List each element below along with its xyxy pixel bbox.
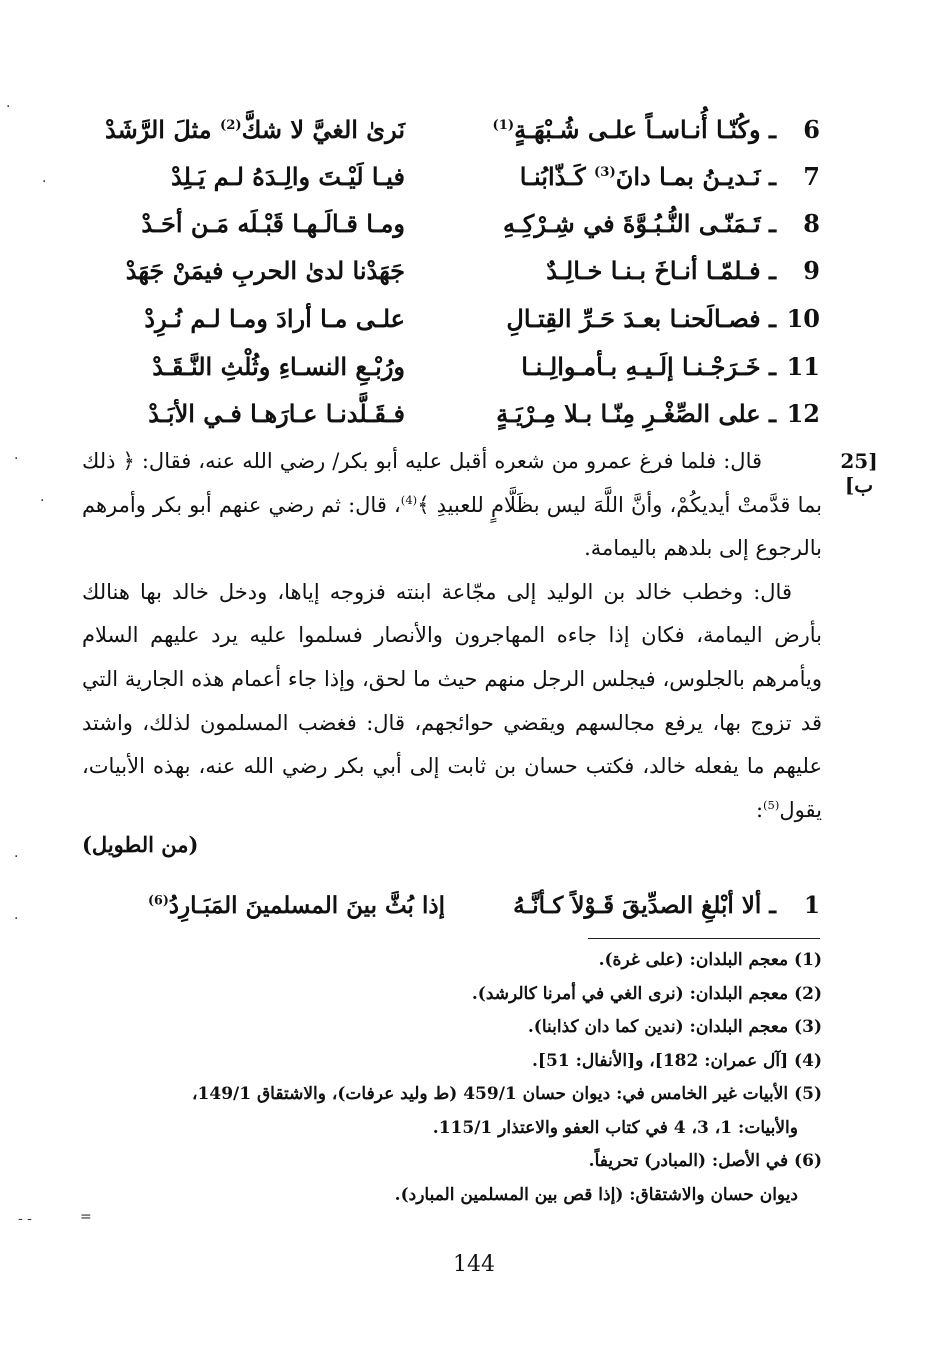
verse-line xyxy=(85,108,820,152)
verse-number: 8 xyxy=(803,209,820,238)
poetic-meter-label: (من الطويل) xyxy=(82,832,199,857)
verse-first-hemistich: 11ـ خَـرَجْـنـا إلَـيـهِ بـأمـوالِـنـا xyxy=(420,345,820,389)
verse-first-hemistich: 12ـ على الصِّغْـرِ مِنّـا بـلا مِـرْيَـةٍ xyxy=(420,392,820,436)
verse-second-hemistich: علـى مـا أرادَ ومـا لـم نُـرِدْ xyxy=(144,304,405,333)
verse-number: 1 xyxy=(803,892,820,919)
footnote-ref[interactable]: (4) xyxy=(400,492,418,507)
verse-number: 12 xyxy=(786,399,820,428)
paragraph-1: قال: فلما فرغ عمرو من شعره أقبل عليه أبو بكر/ رضي الله عنه، فقال: ﴿ ذلك بما قدَّمتْ أيديكُمْ، وأنَّ اللَّهَ ليس بظَلَّامٍ للعبيدِ ﴾$^{(4)}$، قال: ثم رضي عنهم أبو بكر وأمرهم بالرجوع إلى بلدهم باليمامة. xyxy=(82,449,822,561)
verse-first-hemistich: 7ـ نَـديـنُ بمـا دانَ$^{(3)}$ كَـذّابُنـا xyxy=(420,155,820,199)
scan-speck: = xyxy=(80,1209,92,1225)
verse-line xyxy=(85,884,820,928)
verse-second-hemistich: فـقَـلَّدنـا عـارَهـا فـي الأبَـدْ xyxy=(148,399,405,428)
verse-line xyxy=(85,392,820,436)
verse-number: 6 xyxy=(803,115,820,144)
verse-second-hemistich: نَرىٰ الغيَّ لا شكَّ$^{(2)}$ مثلَ الرَّشَدْ xyxy=(105,115,405,144)
manuscript-folio-marker: [25 ب] xyxy=(840,449,878,497)
footnote: (1) معجم البلدان: (على غرة). xyxy=(598,950,822,970)
footnote-continuation: ديوان حسان والاشتقاق: (إذا قص بين المسلمين المبارد). xyxy=(394,1184,798,1205)
verse-first-hemistich: 10ـ فصـالَحنـا بعـدَ حَـرِّ القِتـالِ xyxy=(420,297,820,341)
verse-number: 7 xyxy=(803,162,820,191)
verse-second-hemistich: ورُبْـعِ النسـاءِ وثُلْثِ النَّـقَـدْ xyxy=(152,352,405,381)
scan-speck: · xyxy=(6,99,11,115)
footnote: (4) [آل عمران: 182]، و[الأنفال: 51]. xyxy=(532,1050,822,1071)
page-number: 144 xyxy=(453,1252,495,1277)
verse-line xyxy=(85,345,820,389)
footnote-ref[interactable]: (6) xyxy=(148,892,169,908)
footnote-ref[interactable]: (2) xyxy=(219,118,242,133)
footnote: (2) معجم البلدان: (نرى الغي في أمرنا كالرشد). xyxy=(471,983,822,1004)
verse-line xyxy=(85,297,820,341)
footnote: (5) الأبيات غير الخامس في: ديوان حسان 459/1 (ط وليد عرفات)، والاشتقاق 149/1، xyxy=(192,1084,822,1104)
verse-first-hemistich: 1ـ ألا أبْلغِ الصدِّيقَ قَـوْلاً كـأنَّـهُ xyxy=(460,884,820,928)
verse-first-hemistich: 8ـ تَـمَنّـى النُّـبُـوَّةَ في شِـرْكِـهِ xyxy=(420,202,820,246)
verse-number: 9 xyxy=(803,256,820,285)
footnote-ref[interactable]: (5) xyxy=(763,797,780,812)
prose-body xyxy=(82,440,822,832)
verse-first-hemistich: 6ـ وكُنّـا أُنـاسـاً علـى شُـبْهَـةٍ$^{(1)}$ xyxy=(420,108,820,152)
scan-speck: · xyxy=(14,451,19,467)
footnote-separator xyxy=(588,938,820,939)
verse-second-hemistich: فيـا لَيْـتَ والِـدَهُ لـم يَـلِدْ xyxy=(171,162,405,191)
footnote: (3) معجم البلدان: (ندين كما دان كذابنا). xyxy=(527,1017,822,1037)
verse-second-hemistich: جَهَدْنا لدىٰ الحربِ فيمَنْ جَهَدْ xyxy=(125,256,405,285)
verse-number: 11 xyxy=(786,352,820,381)
verse-line xyxy=(85,155,820,199)
scan-speck: · xyxy=(42,174,47,190)
footnote-continuation: والأبيات: 1، 3، 4 في كتاب العفو والاعتذار 115/1. xyxy=(432,1117,798,1138)
verse-second-hemistich: إذا بُثَّ بينَ المسلمينَ المَبَـارِدُ$^{(6)}$ xyxy=(148,892,445,919)
scan-speck: · xyxy=(14,849,19,865)
footnote-ref[interactable]: (3) xyxy=(594,165,616,180)
verse-number: 10 xyxy=(786,304,820,333)
scan-speck: · xyxy=(40,493,45,509)
verse-second-hemistich: ومـا قـالَـهـا قَبْـلَه مَـن أحَـدْ xyxy=(141,209,405,238)
verse-line xyxy=(85,249,820,293)
verse-line xyxy=(85,202,820,246)
footnote: (6) في الأصل: (المبادر) تحريفاً. xyxy=(588,1151,822,1171)
paragraph-2: قال: وخطب خالد بن الوليد إلى مجّاعة ابنته فزوجه إياها، ودخل خالد بها هنالك بأرض اليمامة، فكان إذا جاءه المهاجرون والأنصار فسلموا عليه يرد عليهم السلام ويأمرهم بالجلوس، فيجلس الرجل منهم حيث ما لحق، وإذا جاء أعمام هذه الجارية التي قد تزوج بها، يرفع مجالسهم ويقضي حوائجهم، قال: فغضب المسلمون لذلك، واشتد عليهم ما يفعله خالد، فكتب حسان بن ثابت إلى أبي بكر رضي الله عنه، بهذه الأبيات، يقول$^{(5)}$: xyxy=(82,579,822,822)
scan-speck: · xyxy=(14,911,19,927)
footnotes xyxy=(82,944,822,1212)
verse-first-hemistich: 9ـ فـلمّـا أنـاخَ بـنـا خـالِـدٌ xyxy=(420,249,820,293)
footnote-ref[interactable]: (1) xyxy=(492,118,515,133)
scan-speck: - - xyxy=(18,1211,32,1227)
